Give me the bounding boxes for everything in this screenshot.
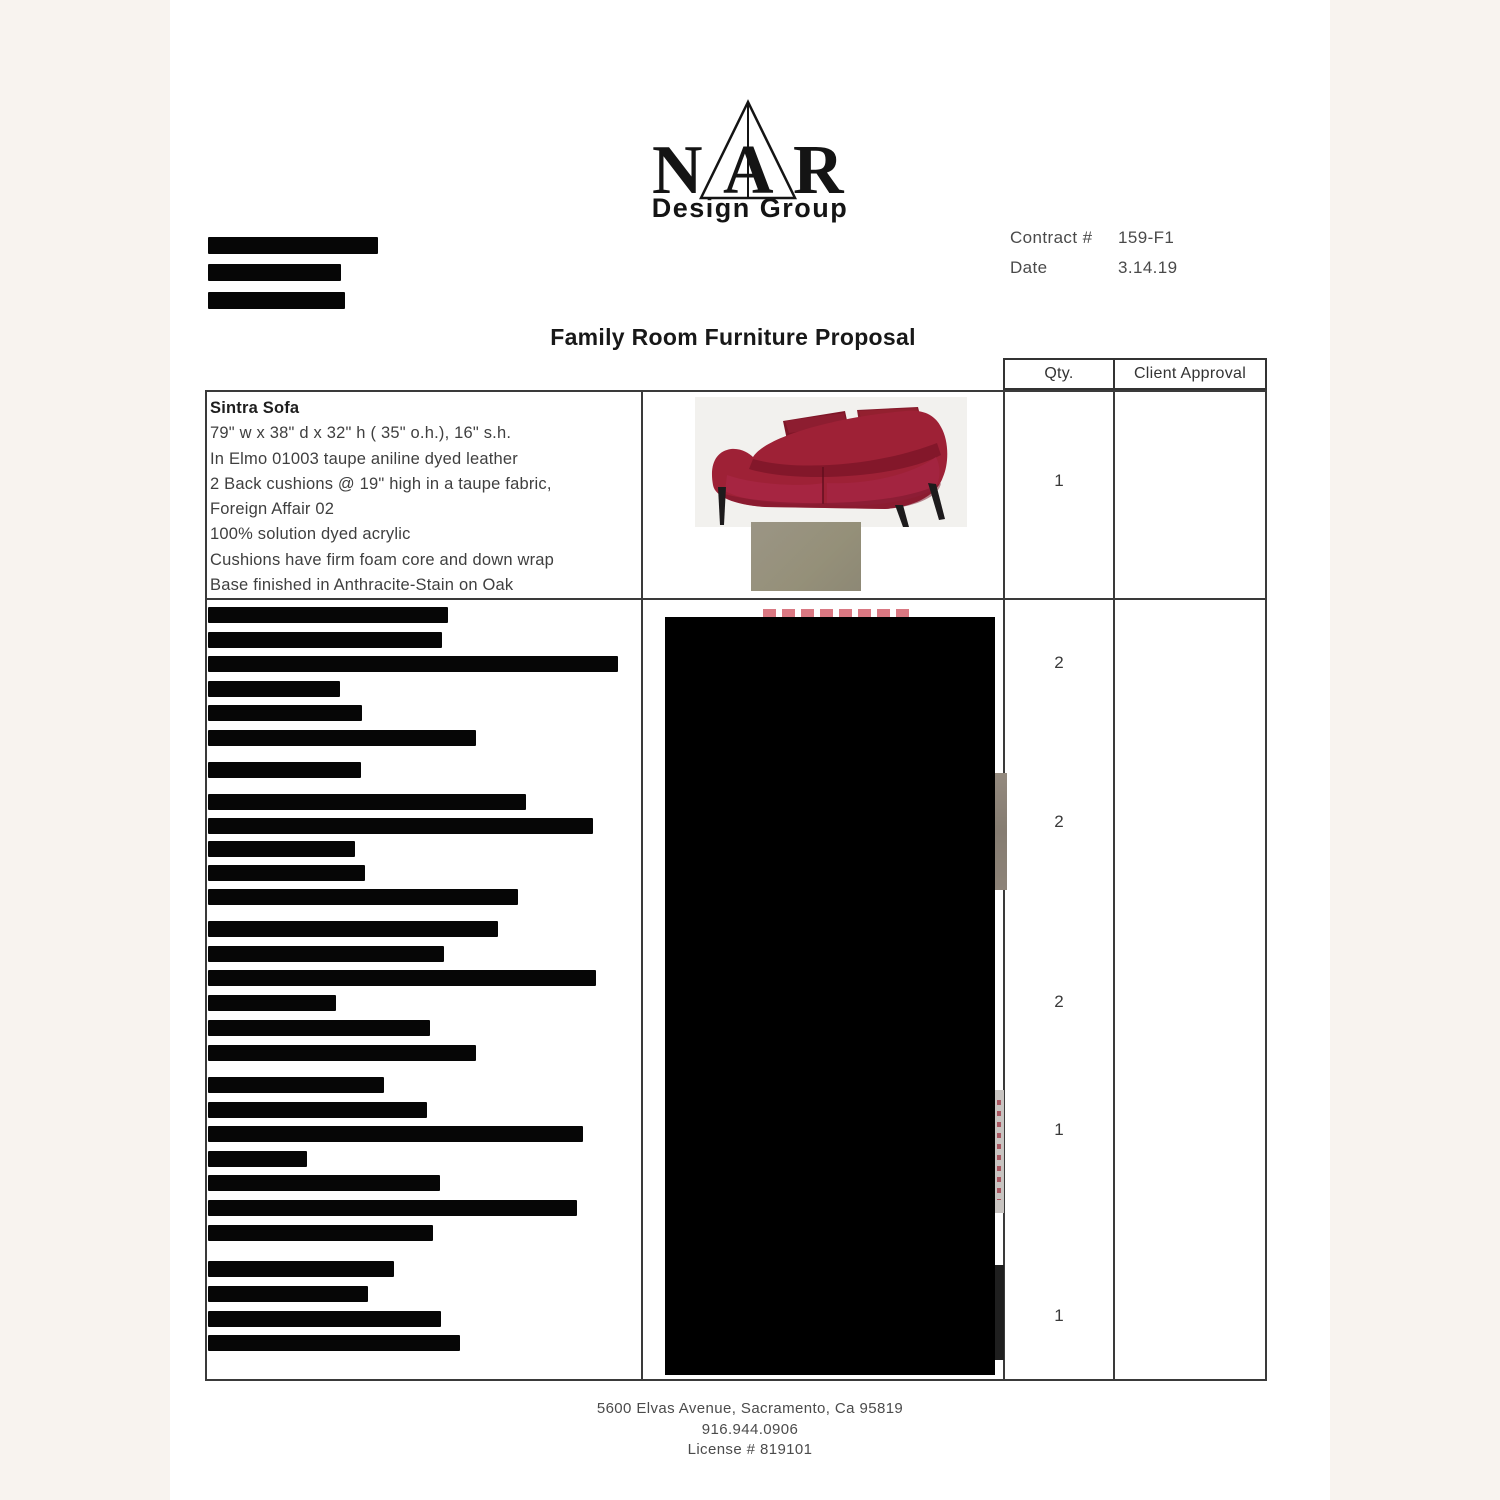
- sofa-product-photo: [695, 397, 967, 527]
- redaction-bar: [208, 264, 341, 281]
- sofa-description-cell: [210, 396, 635, 598]
- product-description-line: 79" w x 38" d x 32" h ( 35" o.h.), 16" s.h.: [210, 424, 512, 443]
- date-label: Date: [1010, 258, 1048, 277]
- contract-number-label: Contract #: [1010, 228, 1093, 247]
- table-divider-qty-approval: [1113, 390, 1115, 1381]
- client-approval-header-label: Client Approval: [1133, 365, 1247, 382]
- qty-value: 1: [1054, 1120, 1064, 1139]
- product-description-line: 2 Back cushions @ 19" high in a taupe fabric,: [210, 474, 552, 493]
- logo-subtitle: Design Group: [651, 193, 849, 223]
- dark-image-sliver: [995, 1265, 1004, 1360]
- client-approval-column-header: [1113, 358, 1267, 390]
- footer-address: 5600 Elvas Avenue, Sacramento, Ca 95819: [596, 1400, 904, 1417]
- logo-letter-a: A: [723, 132, 774, 200]
- footer-phone: 916.944.0906: [701, 1421, 799, 1438]
- product-name: Sintra Sofa: [210, 399, 300, 417]
- page-title: Family Room Furniture Proposal: [550, 324, 916, 350]
- taupe-fabric-swatch: [751, 522, 861, 591]
- qty-value: 1: [1054, 1306, 1064, 1325]
- logo-letter-r: R: [793, 132, 844, 200]
- logo-letter-n: N: [652, 132, 703, 200]
- image-redaction-block: [665, 617, 995, 1375]
- product-description-line: Foreign Affair 02: [210, 500, 335, 519]
- qty-value: 2: [1054, 992, 1064, 1011]
- product-description-line: Base finished in Anthracite-Stain on Oak: [210, 576, 514, 595]
- redaction-bar: [208, 237, 378, 254]
- product-description-line: 100% solution dyed acrylic: [210, 525, 411, 544]
- date-value: 3.14.19: [1118, 258, 1178, 277]
- redaction-bar: [208, 292, 345, 309]
- red-sofa-illustration: [695, 397, 967, 527]
- product-description-lines: [210, 421, 635, 598]
- table-divider-description-image: [641, 390, 643, 1381]
- footer-license: License # 819101: [687, 1441, 813, 1458]
- nar-logo: [638, 98, 863, 200]
- qty-value: 2: [1054, 812, 1064, 831]
- contract-number-value: 159-F1: [1118, 228, 1175, 247]
- product-description-line: In Elmo 01003 taupe aniline dyed leather: [210, 449, 518, 468]
- cropped-pink-text-sliver: [763, 609, 913, 617]
- fabric-spine-sliver: [995, 1090, 1004, 1213]
- qty-value: 2: [1054, 653, 1064, 672]
- wood-finish-sliver: [995, 773, 1007, 890]
- proposal-page: [170, 0, 1330, 1500]
- qty-column-header: [1003, 358, 1115, 390]
- product-description-line: Cushions have firm foam core and down wrap: [210, 550, 555, 569]
- qty-header-label: Qty.: [1044, 365, 1074, 382]
- qty-value-row1: 1: [1054, 471, 1064, 490]
